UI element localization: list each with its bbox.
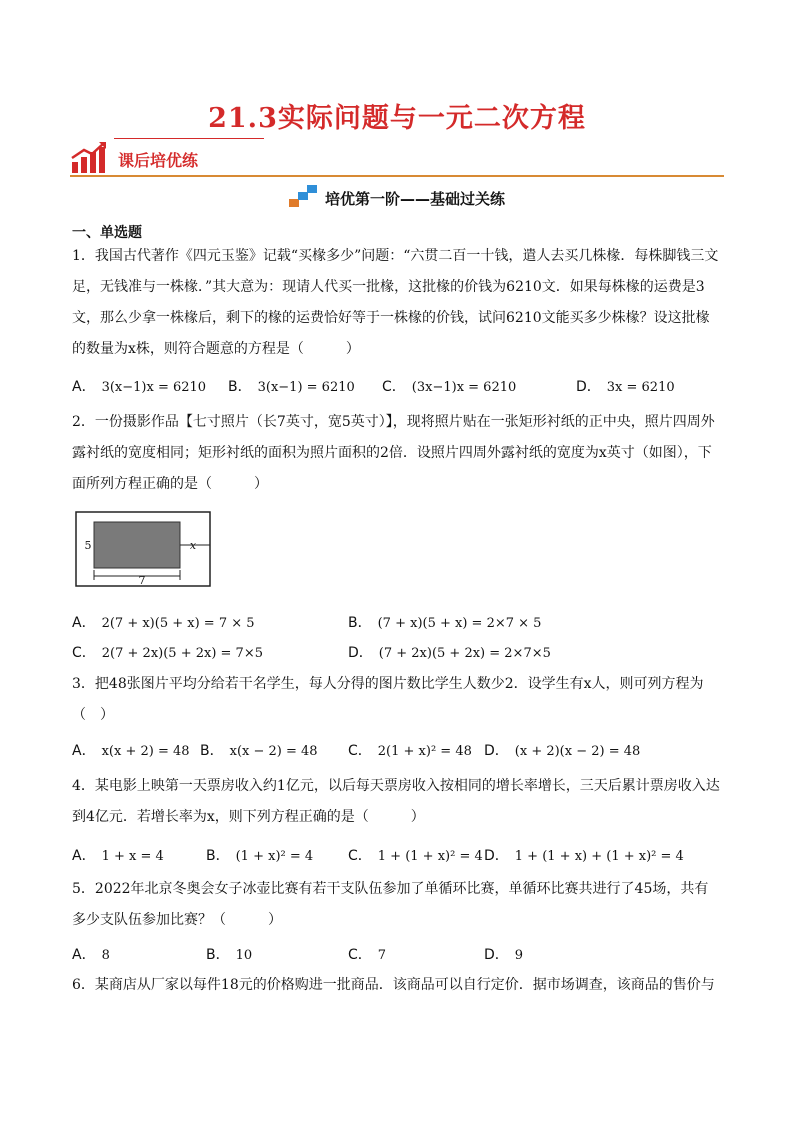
option-letter: D． [484, 848, 509, 864]
option-text: 10 [235, 948, 253, 963]
option-letter: A． [72, 947, 96, 963]
option-c[interactable] [348, 845, 483, 865]
option-text: 1 + x = 4 [101, 849, 164, 864]
option-d[interactable] [348, 642, 551, 662]
page-title: 21.3实际问题与一元二次方程 [208, 103, 586, 134]
option-text: 1 + (1 + x) + (1 + x)² = 4 [514, 849, 684, 864]
option-text: 2(7 + x)(5 + x) = 7 × 5 [101, 616, 255, 631]
section-label: 课后培优练 [118, 151, 199, 170]
option-letter: B． [206, 947, 230, 963]
stairs-icon [289, 184, 319, 208]
question-5-options [72, 944, 722, 968]
option-text: x(x − 2) = 48 [229, 744, 318, 759]
option-d[interactable] [576, 376, 675, 396]
option-letter: C． [348, 848, 372, 864]
option-text: (7 + 2x)(5 + 2x) = 2×7×5 [378, 646, 551, 661]
option-text: 9 [514, 948, 524, 963]
option-text: (7 + x)(5 + x) = 2×7 × 5 [377, 616, 542, 631]
option-b[interactable] [206, 944, 252, 964]
option-text: 2(1 + x)² = 48 [377, 744, 472, 759]
question-3-options [72, 740, 722, 764]
option-text: (x + 2)(x − 2) = 48 [514, 744, 641, 759]
option-letter: A． [72, 848, 96, 864]
option-letter: A． [72, 743, 96, 759]
option-a[interactable] [72, 845, 164, 865]
option-d[interactable] [484, 845, 684, 865]
figure-label-x: x [189, 539, 197, 552]
option-letter: D． [348, 645, 373, 661]
figure-label-5: 5 [84, 539, 92, 552]
option-letter: D． [484, 743, 509, 759]
option-c[interactable] [348, 944, 386, 964]
question-2-options-row1 [72, 612, 722, 636]
option-text: 1 + (1 + x)² = 4 [377, 849, 483, 864]
photo-figure [74, 510, 212, 588]
option-a[interactable] [72, 740, 190, 760]
option-c[interactable] [72, 642, 263, 662]
option-b[interactable] [200, 740, 318, 760]
option-letter: B． [228, 379, 252, 395]
option-c[interactable] [348, 740, 472, 760]
figure-label-7: 7 [138, 574, 146, 587]
option-letter: B． [206, 848, 230, 864]
question-1-options [72, 376, 722, 400]
option-b[interactable] [206, 845, 313, 865]
option-letter: C． [348, 743, 372, 759]
option-a[interactable] [72, 376, 206, 396]
option-a[interactable] [72, 612, 255, 632]
option-text: 3x = 6210 [606, 380, 675, 395]
header-divider [70, 175, 724, 177]
option-text: 2(7 + 2x)(5 + 2x) = 7×5 [101, 646, 263, 661]
option-text: x(x + 2) = 48 [101, 744, 190, 759]
question-5-stem: 5．2022年北京冬奥会女子冰壶比赛有若干支队伍参加了单循环比赛，单循环比赛共进行了45场，共有多少支队伍参加比赛？（ ） [72, 881, 709, 928]
question-4-options [72, 845, 722, 869]
part-heading: 一、单选题 [72, 225, 142, 241]
option-letter: A． [72, 615, 96, 631]
option-b[interactable] [228, 376, 355, 396]
stage-label: 培优第一阶——基础过关练 [324, 190, 505, 208]
question-2-options-row2 [72, 642, 722, 666]
option-letter: C． [348, 947, 372, 963]
stage-heading [0, 188, 794, 214]
section-header [70, 136, 724, 178]
header-top-line [114, 138, 264, 139]
option-letter: C． [382, 379, 406, 395]
option-c[interactable] [382, 376, 516, 396]
option-d[interactable] [484, 944, 523, 964]
option-text: 7 [377, 948, 387, 963]
question-2-stem: 2．一份摄影作品【七寸照片（长7英寸，宽5英寸）】，现将照片贴在一张矩形衬纸的正中央，照片四周外露衬纸的宽度相同；矩形衬纸的面积为照片面积的2倍．设照片四周外露衬纸的宽度为x英寸（如图），下面所列方程正确的是（ ） [72, 414, 715, 492]
question-1-stem: 1．我国古代著作《四元玉鉴》记载“买椽多少”问题：“六贯二百一十钱，遣人去买几株椽．每株脚钱三文足，无钱准与一株椽．”其大意为：现请人代买一批椽，这批椽的价钱为6210文．如果每株椽的运费是3文，那么少拿一株椽后，剩下的椽的运费恰好等于一株椽的价钱，试问6210文能买多少株椽？设这批椽的数量为x株，则符合题意的方程是（ ） [72, 248, 719, 357]
option-letter: D． [576, 379, 601, 395]
option-letter: B． [200, 743, 224, 759]
option-letter: B． [348, 615, 372, 631]
question-6-stem: 6．某商店从厂家以每件18元的价格购进一批商品．该商品可以自行定价．据市场调查，该商品的售价与 [72, 977, 715, 993]
option-text: 3(x−1) = 6210 [257, 380, 355, 395]
option-letter: D． [484, 947, 509, 963]
option-letter: C． [72, 645, 96, 661]
question-4-stem: 4．某电影上映第一天票房收入约1亿元，以后每天票房收入按相同的增长率增长，三天后累计票房收入达到4亿元．若增长率为x，则下列方程正确的是（ ） [72, 778, 720, 825]
option-letter: A． [72, 379, 96, 395]
option-text: (1 + x)² = 4 [235, 849, 314, 864]
option-d[interactable] [484, 740, 640, 760]
option-text: (3x−1)x = 6210 [411, 380, 517, 395]
option-text: 3(x−1)x = 6210 [101, 380, 207, 395]
question-3-stem: 3．把48张图片平均分给若干名学生，每人分得的图片数比学生人数少2．设学生有x人，则可列方程为（ ） [72, 676, 704, 723]
option-b[interactable] [348, 612, 541, 632]
option-text: 8 [101, 948, 110, 963]
growth-chart-icon [70, 140, 110, 174]
option-a[interactable] [72, 944, 110, 964]
